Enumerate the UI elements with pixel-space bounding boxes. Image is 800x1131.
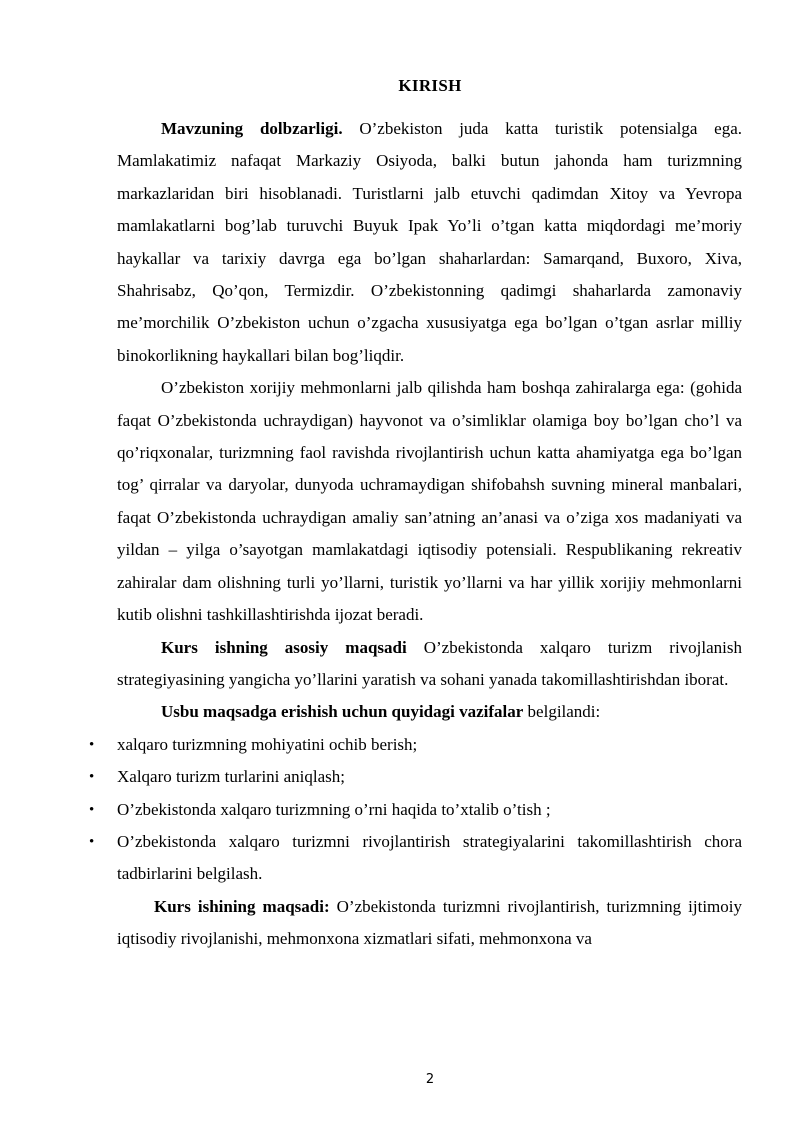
list-item: [89, 729, 742, 761]
bullet-icon: •: [89, 736, 95, 753]
paragraph-text: O’zbekiston xorijiy mehmonlarni jalb qilishda ham boshqa zahiralarga ega: (gohida faqat O’zbekistonda uchraydigan) hayvonot va o’simliklar olamiga boy bo’lgan cho’l va qo’riqxonalar, turizmning faol ravishda rivojlantirish uchun katta ahamiyatga ega bo’lgan tog’ qirralar va daryolar, dunyoda uchramaydigan shifobahsh suvning mineral manbalari, faqat O’zbekistonda uchraydigan amaliy san’atning an’anasi va o’ziga xos madaniyati va yildan – yilga o’sayotgan mamlakatdagi iqtisodiy potensiali. Respublikaning rekreativ zahiralar dam olishning turli yo’llarni, turistik yo’llarni va har yillik xorijiy mehmonlarni kutib olishni tashkillashtirishda ijozat beradi.: [117, 378, 742, 625]
paragraph-relevance: [117, 113, 742, 372]
paragraph-tasks-intro: [117, 696, 742, 728]
paragraph-main-goal: [117, 632, 742, 697]
paragraph-course-goal: [117, 891, 742, 956]
bullet-icon: •: [89, 769, 95, 786]
paragraph-text: belgilandi:: [523, 702, 601, 722]
paragraph-heading: Mavzuning dolbzarligi.: [161, 119, 343, 138]
list-item-text: O’zbekistonda xalqaro turizmni rivojlantirish strategiyalarini takomillashtirish chora tadbirlarini belgilash.: [117, 831, 742, 884]
paragraph-heading: Kurs ishining maqsadi:: [154, 896, 330, 916]
paragraph-heading: Kurs ishning asosiy maqsadi: [161, 637, 407, 657]
list-item-text: xalqaro turizmning mohiyatini ochib berish;: [117, 734, 418, 754]
bullet-icon: •: [89, 833, 95, 850]
list-item-text: O’zbekistonda xalqaro turizmning o’rni haqida to’xtalib o’tish ;: [117, 799, 551, 819]
list-item: [89, 794, 742, 826]
paragraph-heading: Usbu maqsadga erishish uchun quyidagi vazifalar: [161, 702, 524, 722]
task-list: [89, 729, 742, 891]
list-item: [89, 826, 742, 891]
paragraph-text: O’zbekiston juda katta turistik potensialga ega. Mamlakatimiz nafaqat Markaziy Osiyoda, balki butun jahonda ham turizmning markazlaridan biri hisoblanadi. Turistlarni jalb etuvchi qadimdan Xitoy va Yevropa mamlakatlarni bog’lab turuvchi Buyuk Ipak Yo’li o’tgan katta miqdordagi me’moriy haykallar va tarixiy davrga ega bo’lgan shaharlardan: Samarqand, Buxoro, Xiva, Shahrisabz, Qo’qon, Termizdir. O’zbekistonning qadimgi shaharlarda zamonaviy me’morchilik O’zbekiston uchun o’zgacha xususiyatga ega bo’lgan o’tgan asrlar milliy binokorlikning haykallari bilan bog’liqdir.: [117, 119, 743, 365]
paragraph-text: O’zbekistonda turizmni rivojlantirish, turizmning ijtimoiy iqtisodiy rivojlanishi, mehmonxona xizmatlari sifati, mehmonxona va: [117, 896, 743, 949]
body-text: [89, 113, 743, 956]
paragraph-resources: [117, 372, 742, 631]
list-item: [89, 761, 742, 793]
bullet-icon: •: [89, 801, 95, 818]
paragraph-text: O’zbekistonda xalqaro turizm rivojlanish strategiyasining yangicha yo’llarini yaratish va sohani yanada takomillashtirishdan iborat.: [117, 637, 742, 689]
section-title: KIRISH: [398, 76, 462, 95]
page-number: 2: [425, 1072, 435, 1087]
list-item-text: Xalqaro turizm turlarini aniqlash;: [117, 767, 346, 787]
